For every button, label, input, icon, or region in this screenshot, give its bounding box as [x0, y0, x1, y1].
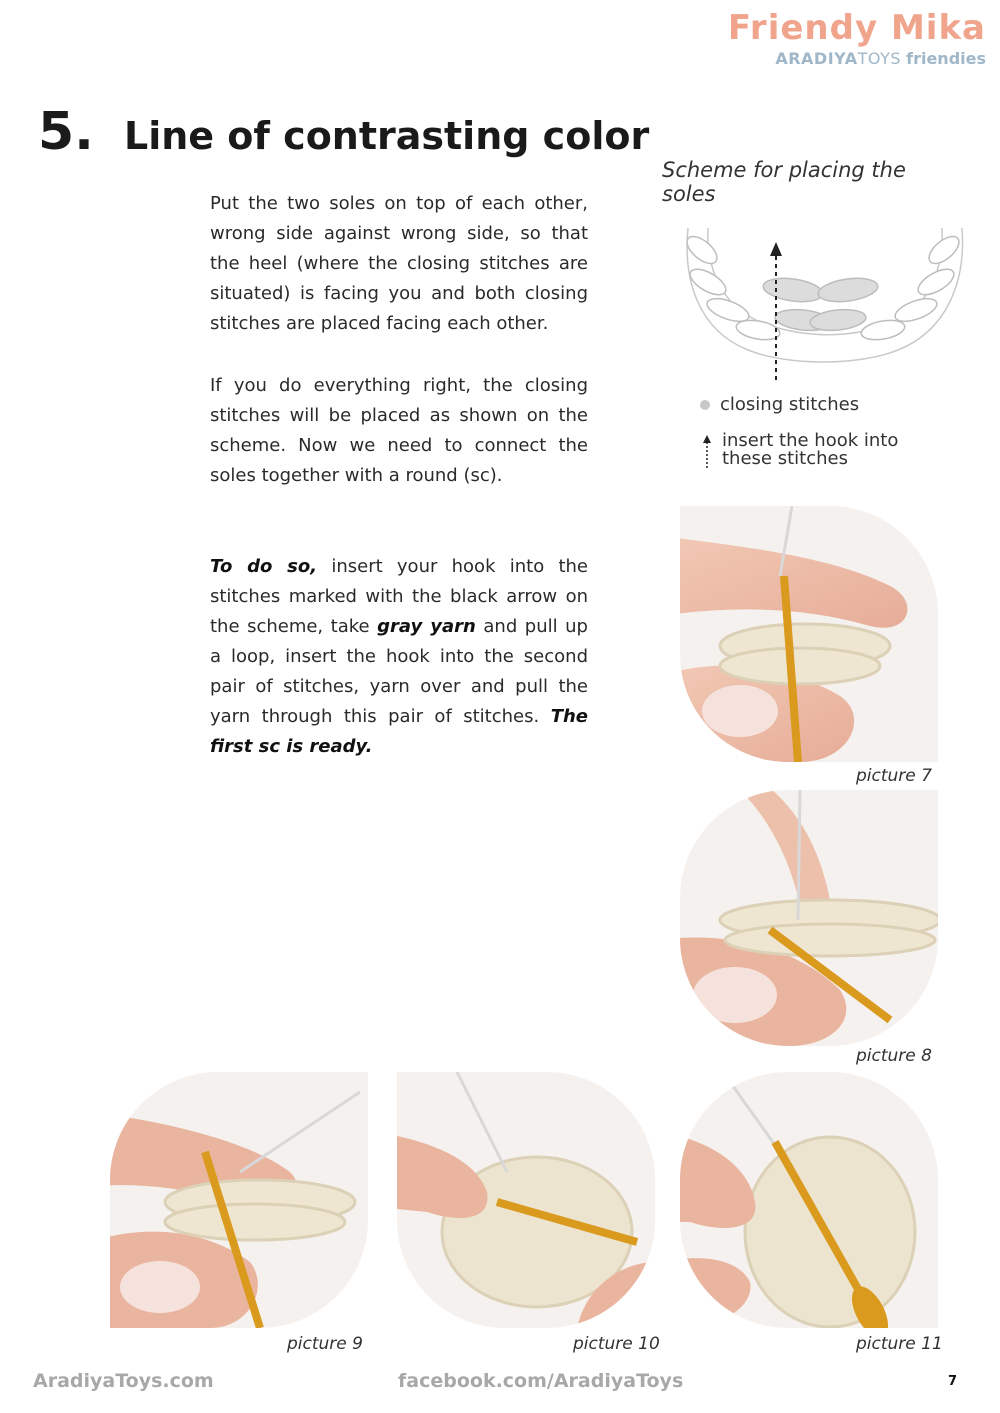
brand-title: Friendy Mika: [727, 8, 986, 48]
gray-dot-icon: [700, 400, 710, 410]
caption-picture-9: picture 9: [287, 1334, 363, 1354]
paragraph-lead: To do so,: [210, 556, 318, 577]
paragraph-part-2: and pull up a loop, insert the hook into the second pair of stitches, yarn over and pull the yarn through this pair of stitches.: [210, 616, 588, 727]
caption-picture-11: picture 11: [856, 1334, 943, 1354]
paragraph-part-1: insert your hook into the stitches marked with the black arrow on the scheme, take: [210, 556, 589, 637]
scheme-title: Scheme for placing the soles: [662, 158, 906, 206]
legend-closing-stitches: [700, 396, 859, 414]
instruction-paragraph-1: Put the two soles on top of each other, wrong side against wrong side, so that the heel (where the closing stitches are situated) is facing you and both closing stitches are placed facing each other.: [210, 193, 588, 334]
page-number: 7: [948, 1374, 958, 1389]
paragraph-emphasis: gray yarn: [377, 616, 476, 637]
brand-sub-bold: ARADIYA: [775, 49, 858, 68]
footer-facebook-link[interactable]: facebook.com/AradiyaToys: [398, 1370, 684, 1392]
caption-picture-7: picture 7: [856, 766, 932, 786]
legend-insert-label: insert the hook into these stitches: [722, 430, 899, 469]
caption-picture-8: picture 8: [856, 1046, 932, 1066]
picture-8-photo: [680, 790, 938, 1046]
instruction-paragraph-3: [210, 552, 588, 762]
paragraph-closing: The first sc is ready.: [210, 706, 588, 757]
footer-website-link[interactable]: AradiyaToys.com: [33, 1370, 214, 1392]
legend-closing-label: closing stitches: [720, 394, 860, 415]
sole-scheme-diagram: [678, 220, 968, 390]
legend-insert-hook: [700, 432, 930, 468]
section-title: Line of contrasting color: [124, 114, 650, 158]
picture-10-photo: [397, 1072, 655, 1328]
instruction-paragraph-2: If you do everything right, the closing stitches will be placed as shown on the scheme. Now we need to connect the soles together with a round (sc).: [210, 375, 588, 486]
picture-7-photo: [680, 506, 938, 762]
brand-sub-tail: friendies: [906, 49, 986, 68]
brand-sub-light: TOYS: [857, 49, 902, 68]
caption-picture-10: picture 10: [573, 1334, 660, 1354]
brand-subtitle: [728, 50, 986, 68]
brand-header: [728, 8, 986, 68]
picture-11-photo: [680, 1072, 938, 1328]
dashed-arrow-icon: [700, 434, 714, 468]
step-number: 5.: [38, 102, 94, 162]
picture-9-photo: [110, 1072, 368, 1328]
